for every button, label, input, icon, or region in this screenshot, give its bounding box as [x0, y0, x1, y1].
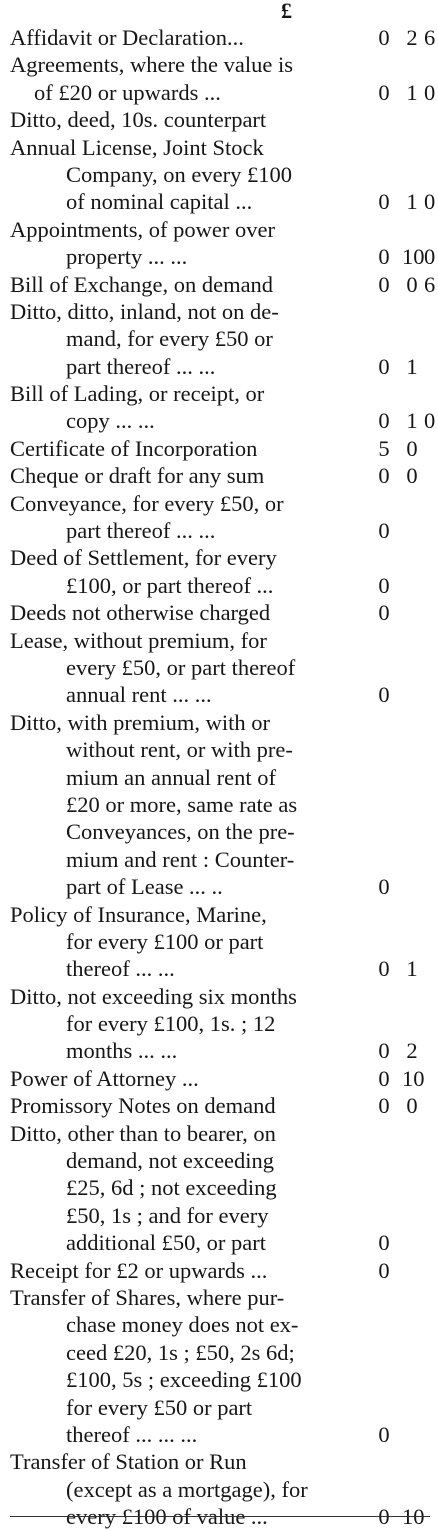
duty-line-text: of £20 or upwards ... [34, 79, 221, 105]
amount-col-1: 0 [378, 1257, 390, 1283]
amount-col-3: 0 [424, 189, 436, 215]
duty-line [0, 764, 434, 791]
duty-line-text: mand, for every £50 or [66, 326, 273, 352]
duty-line [0, 271, 434, 298]
amount-col-1: 0 [378, 79, 390, 105]
bottom-rule [10, 1516, 430, 1517]
duty-line [0, 1065, 434, 1092]
amount-col-3: 6 [424, 271, 436, 297]
amount-col-1: 0 [378, 518, 390, 544]
amount-col-1: 5 [378, 435, 390, 461]
duty-line-text: Ditto, deed, 10s. counterpart [10, 107, 267, 133]
duty-line [0, 846, 434, 873]
amount-col-1: 0 [378, 682, 390, 708]
duty-line [0, 736, 434, 763]
duty-line-text: Ditto, other than to bearer, on [10, 1120, 276, 1146]
amount-col-2: 0 [406, 435, 418, 461]
duty-line [0, 1120, 434, 1147]
amount-col-3: 6 [424, 25, 436, 50]
duty-line-text: Ditto, not exceeding six months [10, 983, 297, 1009]
amount-col-1: 0 [378, 25, 390, 50]
duty-line [0, 51, 434, 78]
duty-line-text: Ditto, with premium, with or [10, 709, 270, 735]
duty-line-text: annual rent ... ... [66, 682, 212, 708]
duty-line-text: part of Lease ... .. [66, 874, 223, 900]
duty-line [0, 818, 434, 845]
duty-line-text: £25, 6d ; not exceeding [66, 1175, 277, 1201]
amount-col-1: 0 [378, 353, 390, 379]
duty-line-text: mium an annual rent of [66, 764, 276, 790]
amount-col-1: 0 [378, 874, 390, 900]
duty-line-text: Annual License, Joint Stock [10, 134, 264, 160]
amount-col-2: 1 [406, 79, 418, 105]
duty-line-text: chase money does not ex- [66, 1312, 299, 1338]
amount-col-1: 0 [378, 408, 390, 434]
duty-line-text: mium and rent : Counter- [66, 846, 295, 872]
amount-col-2: 10 [402, 244, 425, 270]
duty-line [0, 1147, 434, 1174]
duty-line-text: Conveyance, for every £50, or [10, 490, 284, 516]
duty-line-text: part thereof ... ... [66, 518, 216, 544]
amount-col-1: 0 [378, 1230, 390, 1256]
duty-line [0, 79, 434, 106]
duty-line [0, 188, 434, 215]
duty-line [0, 791, 434, 818]
duty-line [0, 1010, 434, 1037]
currency-heading: £ [281, 0, 292, 23]
duty-line-text: thereof ... ... [66, 956, 175, 982]
duty-line [0, 243, 434, 270]
amount-col-2: 2 [406, 1038, 418, 1064]
duty-line-text: for every £100 or part [66, 928, 264, 954]
duty-line-text: part thereof ... ... [66, 353, 216, 379]
duty-line-text: for every £100, 1s. ; 12 [66, 1011, 276, 1037]
duty-line [0, 517, 434, 544]
amount-col-2: 1 [406, 408, 418, 434]
duty-line [0, 462, 434, 489]
duty-line-text: additional £50, or part [66, 1230, 266, 1256]
duty-line-text: Transfer of Shares, where pur- [10, 1284, 285, 1310]
duty-line [0, 435, 434, 462]
duty-line-text: Bill of Lading, or receipt, or [10, 381, 265, 407]
duty-line [0, 1366, 434, 1393]
amount-col-1: 0 [378, 244, 390, 270]
duty-line-text: Lease, without premium, for [10, 627, 267, 653]
duty-line-text: £20 or more, same rate as [66, 791, 298, 817]
duty-line [0, 1202, 434, 1229]
duty-line-text: Ditto, ditto, inland, not on de- [10, 298, 279, 324]
duty-line [0, 353, 434, 380]
duty-line-text: Transfer of Station or Run [10, 1449, 247, 1475]
duty-line [0, 380, 434, 407]
stamp-duty-list [0, 24, 434, 1530]
duty-line-text: months ... ... [66, 1038, 178, 1064]
duty-line [0, 134, 434, 161]
duty-line-text: Deeds not otherwise charged [10, 600, 271, 626]
duty-line [0, 955, 434, 982]
duty-line [0, 1311, 434, 1338]
duty-line [0, 983, 434, 1010]
amount-col-1: 0 [378, 189, 390, 215]
amount-col-2: 10 [402, 1504, 425, 1530]
duty-line [0, 928, 434, 955]
duty-line [0, 1229, 434, 1256]
duty-line [0, 627, 434, 654]
duty-line-text: £100, or part thereof ... [66, 572, 274, 598]
amount-col-2: 1 [406, 956, 418, 982]
duty-line [0, 106, 434, 133]
duty-line-text: every £50, or part thereof [66, 654, 296, 680]
amount-col-1: 0 [378, 1093, 390, 1119]
amount-col-3: 0 [424, 408, 436, 434]
duty-line-text: without rent, or with pre- [66, 737, 293, 763]
amount-col-3: 0 [424, 79, 436, 105]
duty-line [0, 1421, 434, 1448]
duty-line [0, 1448, 434, 1475]
duty-line [0, 490, 434, 517]
duty-line-text: Receipt for £2 or upwards ... [10, 1257, 268, 1283]
duty-line [0, 1476, 434, 1503]
amount-col-2: 10 [402, 1065, 425, 1091]
duty-line-text: (except as a mortgage), for [66, 1476, 308, 1502]
duty-line [0, 1174, 434, 1201]
duty-line-text: thereof ... ... ... [66, 1421, 198, 1447]
duty-line-text: Bill of Exchange, on demand [10, 271, 274, 297]
duty-line-text: Power of Attorney ... [10, 1065, 199, 1091]
duty-line-text: ceed £20, 1s ; £50, 2s 6d; [66, 1339, 295, 1365]
duty-line-text: Promissory Notes on demand [10, 1093, 276, 1119]
duty-line [0, 873, 434, 900]
duty-line-text: Conveyances, on the pre- [66, 819, 295, 845]
duty-line [0, 161, 434, 188]
duty-line-text: Appointments, of power over [10, 216, 275, 242]
duty-line [0, 1257, 434, 1284]
duty-line [0, 1339, 434, 1366]
duty-line [0, 1284, 434, 1311]
duty-line-text: for every £50 or part [66, 1394, 253, 1420]
amount-col-1: 0 [378, 572, 390, 598]
duty-line-text: every £100 of value ... [66, 1504, 268, 1530]
duty-line-text: demand, not exceeding [66, 1148, 275, 1174]
amount-col-1: 0 [378, 1038, 390, 1064]
duty-line [0, 216, 434, 243]
duty-line [0, 1394, 434, 1421]
duty-line [0, 709, 434, 736]
duty-line-text: Company, on every £100 [66, 161, 292, 187]
duty-line-text: of nominal capital ... [66, 189, 253, 215]
duty-line [0, 901, 434, 928]
duty-line [0, 325, 434, 352]
amount-col-1: 0 [378, 271, 390, 297]
duty-line [0, 572, 434, 599]
duty-line [0, 24, 434, 51]
amount-col-2: 0 [406, 271, 418, 297]
duty-line [0, 599, 434, 626]
duty-line [0, 407, 434, 434]
duty-line-text: £100, 5s ; exceeding £100 [66, 1367, 302, 1393]
duty-line [0, 1037, 434, 1064]
amount-col-2: 0 [406, 1093, 418, 1119]
duty-line-text: £50, 1s ; and for every [66, 1202, 269, 1228]
duty-line [0, 681, 434, 708]
duty-line [0, 298, 434, 325]
amount-col-1: 0 [378, 956, 390, 982]
amount-col-2: 0 [406, 463, 418, 489]
duty-line-text: Affidavit or Declaration... [10, 25, 244, 50]
duty-line [0, 654, 434, 681]
amount-col-2: 1 [406, 189, 418, 215]
duty-line-text: property ... ... [66, 244, 188, 270]
amount-col-1: 0 [378, 1421, 390, 1447]
duty-line-text: Policy of Insurance, Marine, [10, 901, 267, 927]
duty-line [0, 544, 434, 571]
duty-line-text: copy ... ... [66, 408, 155, 434]
duty-line-text: Agreements, where the value is [10, 52, 294, 78]
duty-line-text: Deed of Settlement, for every [10, 545, 277, 571]
duty-line-text: Certificate of Incorporation [10, 435, 258, 461]
amount-col-3: 0 [424, 244, 436, 270]
duty-line-text: Cheque or draft for any sum [10, 463, 265, 489]
duty-line [0, 1092, 434, 1119]
amount-col-1: 0 [378, 1065, 390, 1091]
amount-col-1: 0 [378, 463, 390, 489]
amount-col-1: 0 [378, 600, 390, 626]
amount-col-1: 0 [378, 1504, 390, 1530]
amount-col-2: 1 [406, 353, 418, 379]
amount-col-2: 2 [406, 25, 418, 50]
